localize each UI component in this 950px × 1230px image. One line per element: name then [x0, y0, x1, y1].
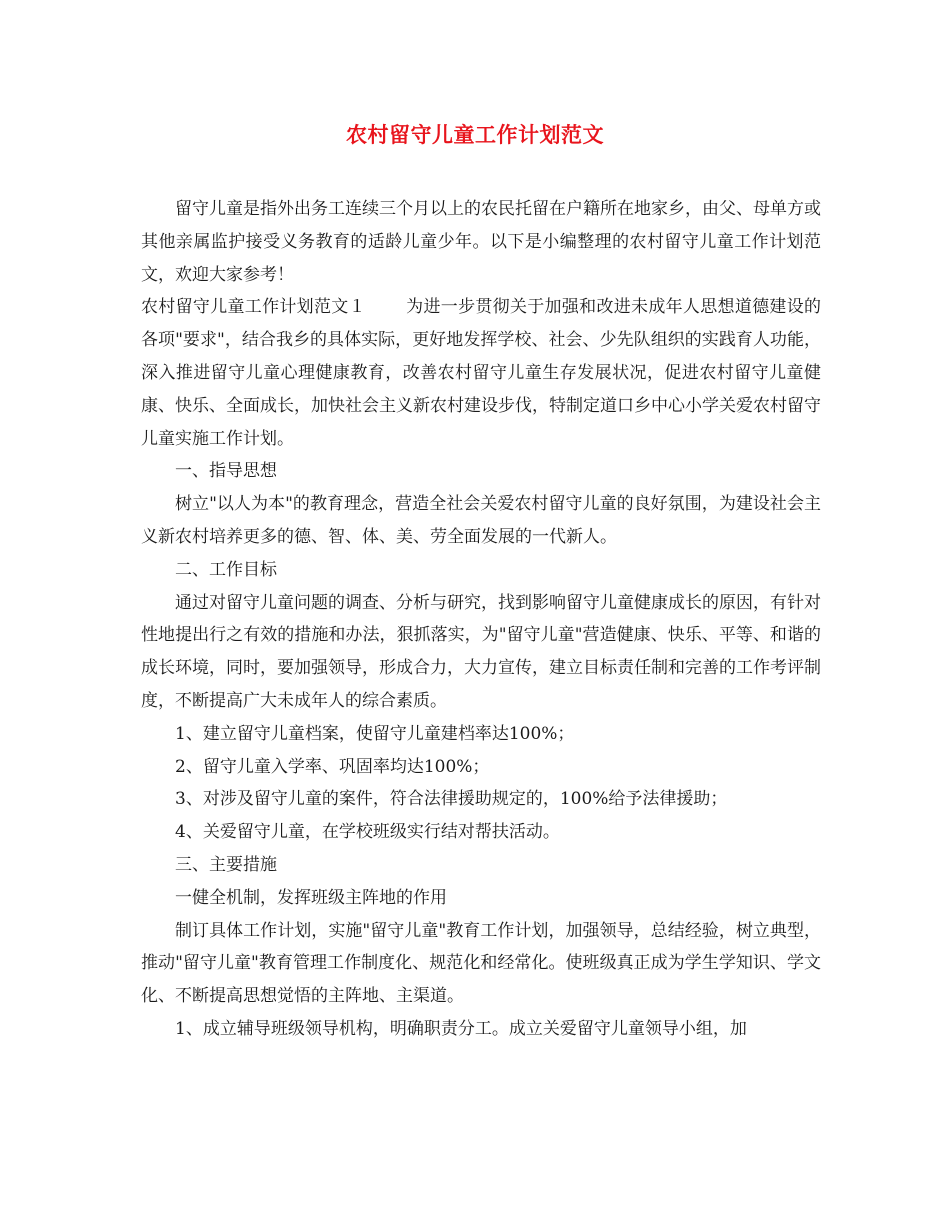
heading-guiding-ideology: 一、指导思想	[175, 461, 277, 482]
subheading-mechanism: 一健全机制，发挥班级主阵地的作用	[175, 887, 447, 908]
goal-item: 2、留守儿童入学率、巩固率均达100%；	[175, 756, 490, 777]
section1-heading: 农村留守儿童工作计划范文１	[141, 297, 366, 318]
heading-main-measures: 三、主要措施	[175, 854, 277, 875]
section1-text: 为进一步贯彻关于加强和改进未成年人思想道德建设的各项"要求"，结合我乡的具体实际，更好地发挥学校、社会、少先队组织的实践育人功能，深入推进留守儿童心理健康教育，改善农村留守儿童生存发展状况，促进农村留守儿童健康、快乐、全面成长，加快社会主义新农村建设步伐，特制定道口乡中心小学关爱农村留守儿童实施工作计划。	[141, 297, 822, 449]
heading-work-goals: 二、工作目标	[175, 559, 277, 580]
guiding-ideology-paragraph: 树立"以人为本"的教育理念，营造全社会关爱农村留守儿童的良好氛围，为建设社会主义新农村培养更多的德、智、体、美、劳全面发展的一代新人。	[141, 494, 821, 547]
intro-paragraph: 留守儿童是指外出务工连续三个月以上的农民托留在户籍所在地家乡，由父、母单方或其他亲属监护接受义务教育的适龄儿童少年。以下是小编整理的农村留守儿童工作计划范文，欢迎大家参考！	[141, 199, 821, 285]
section1-paragraph	[141, 291, 821, 455]
goal-item: 4、关爱留守儿童，在学校班级实行结对帮扶活动。	[175, 822, 560, 843]
document-body	[141, 193, 821, 1046]
goal-item: 1、建立留守儿童档案，使留守儿童建档率达100%；	[175, 723, 575, 744]
mechanism-paragraph: 制订具体工作计划，实施"留守儿童"教育工作计划，加强领导，总结经验，树立典型，推动"留守儿童"教育管理工作制度化、规范化和经常化。使班级真正成为学生学知识、学文化、不断提高思想觉悟的主阵地、主渠道。	[141, 920, 821, 1007]
goal-item: 3、对涉及留守儿童的案件，符合法律援助规定的，100%给予法律援助；	[175, 789, 728, 810]
work-goals-paragraph: 通过对留守儿童问题的调查、分析与研究，找到影响留守儿童健康成长的原因，有针对性地提出行之有效的措施和办法，狠抓落实，为"留守儿童"营造健康、快乐、平等、和谐的成长环境，同时，要加强领导，形成合力，大力宣传，建立目标责任制和完善的工作考评制度，不断提高广大未成年人的综合素质。	[141, 592, 821, 711]
measure-item-paragraph: 1、成立辅导班级领导机构，明确职责分工。成立关爱留守儿童领导小组，加	[175, 1018, 747, 1039]
document-title: 农村留守儿童工作计划范文	[346, 122, 604, 147]
